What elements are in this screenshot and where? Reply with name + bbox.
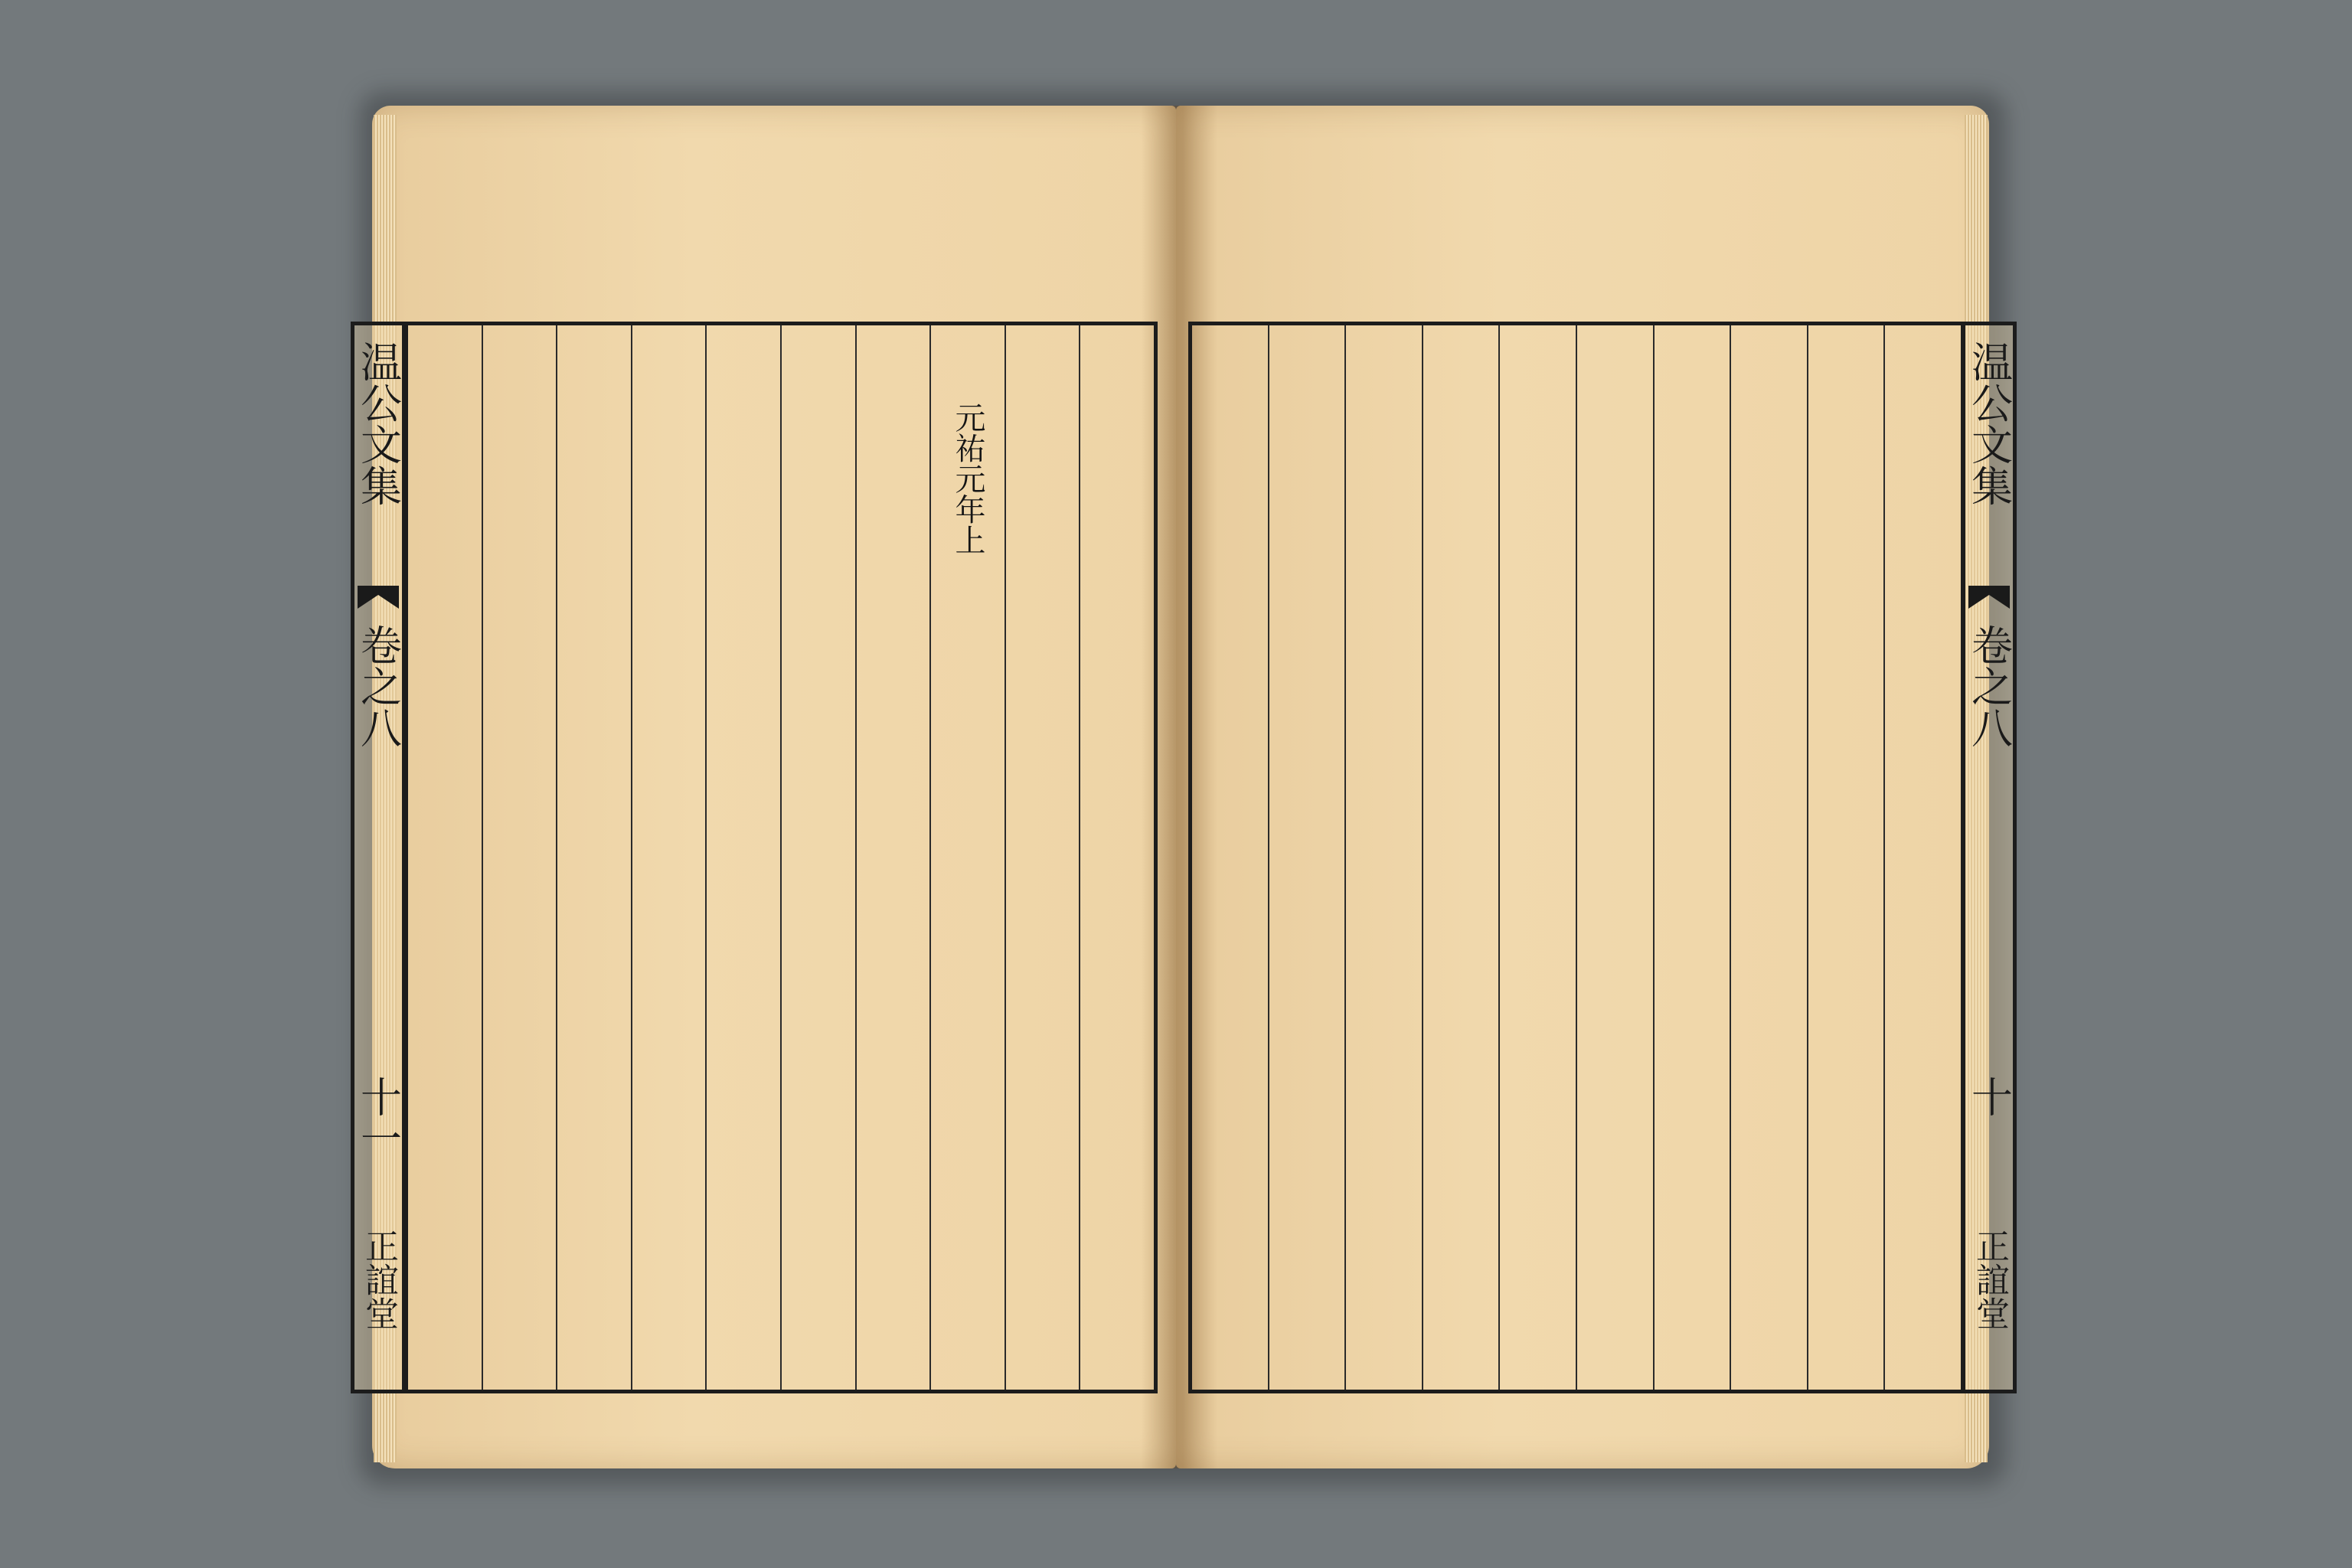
left_page-text-column — [929, 325, 1004, 1390]
left_page-text-column — [482, 325, 557, 1390]
right-banxin-publisher: 正誼堂 — [1970, 1229, 2009, 1330]
left-banxin-title: 温公文集 — [354, 341, 403, 506]
right_page-text-column — [1883, 325, 1961, 1390]
right-banxin-page-number: 十 — [1965, 1076, 2014, 1117]
left-banxin-publisher: 正誼堂 — [359, 1229, 398, 1330]
left_page-text-column — [1079, 325, 1154, 1390]
right_page-text-column — [1653, 325, 1730, 1390]
left_page-text-column — [631, 325, 706, 1390]
left_page-text-column — [855, 325, 930, 1390]
left_page-text-column — [408, 325, 482, 1390]
left_page-text-column — [705, 325, 780, 1390]
right-fold-margin — [1962, 322, 2017, 1393]
right_page-text-column — [1422, 325, 1499, 1390]
right_page-text-column — [1268, 325, 1345, 1390]
right_page-text-column — [1807, 325, 1884, 1390]
right-banxin-title: 温公文集 — [1965, 341, 2014, 506]
right_page-text-column — [1498, 325, 1576, 1390]
left-fishtail-ornament — [358, 586, 399, 609]
left-banxin-page-number: 十一 — [354, 1076, 403, 1158]
right-banxin-volume: 卷之八 — [1965, 624, 2014, 748]
right-fishtail-ornament — [1968, 586, 2010, 609]
left-page-columns — [408, 325, 1154, 1390]
left-banxin-volume: 卷之八 — [354, 624, 403, 748]
right_page-text-column — [1730, 325, 1807, 1390]
right_page-text-column — [1344, 325, 1422, 1390]
right_page-text-column — [1192, 325, 1268, 1390]
right_page-text-column — [1576, 325, 1653, 1390]
left_page-text-column — [780, 325, 855, 1390]
left_page-text-column — [1004, 325, 1080, 1390]
date-note: 元祐元年上 — [950, 402, 986, 555]
left_page-text-column — [556, 325, 631, 1390]
left-fold-margin — [351, 322, 406, 1393]
right-page-text-frame — [1188, 322, 1965, 1393]
left-page-text-frame — [404, 322, 1158, 1393]
right-page-columns — [1192, 325, 1961, 1390]
